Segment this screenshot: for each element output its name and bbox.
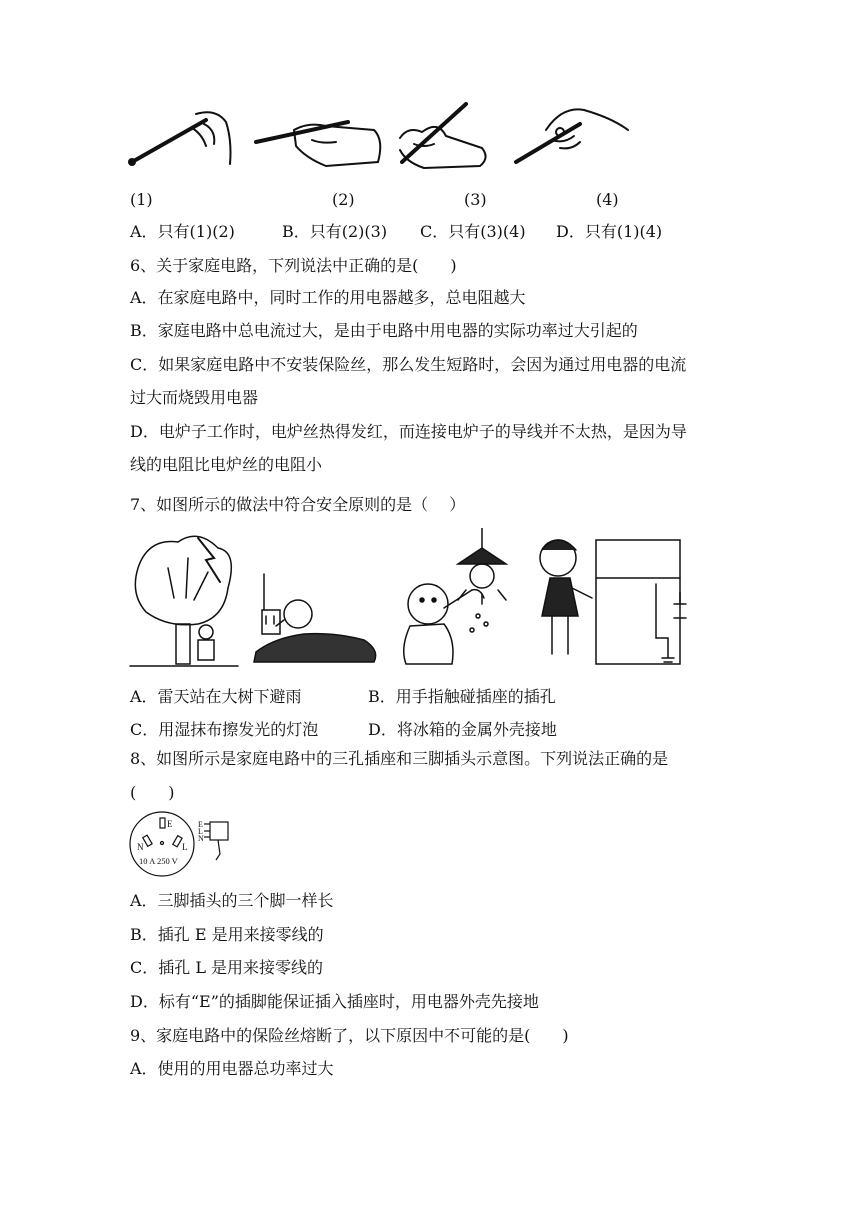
safety-figure <box>128 528 688 670</box>
q7-option-c: C．用湿抹布擦发光的灯泡 <box>130 720 319 739</box>
figure-label-3: (3) <box>464 190 487 209</box>
socket-label-n: N <box>137 842 144 852</box>
figure-label-1: (1) <box>130 190 153 209</box>
q8-stem-line1: 8、如图所示是家庭电路中的三孔插座和三脚插头示意图。下列说法正确的是 <box>130 749 669 768</box>
hand-pen-icon-1 <box>129 112 231 165</box>
figure-label-2: (2) <box>332 190 355 209</box>
socket-plug-figure <box>128 810 238 878</box>
q5-option-d: D．只有(1)(4) <box>556 222 663 241</box>
q7-option-a: A．雷天站在大树下避雨 <box>130 687 302 706</box>
hand-pen-icon-3 <box>400 104 486 168</box>
q8-stem-line2: ( ) <box>130 783 175 802</box>
plug-label-n: N <box>198 834 204 843</box>
q5-option-c: C．只有(3)(4) <box>420 222 526 241</box>
hand-pen-icon-2 <box>256 122 380 166</box>
child-socket-icon <box>254 574 376 662</box>
fridge-ground-icon <box>540 540 686 664</box>
q6-stem: 6、关于家庭电路，下列说法中正确的是( ) <box>130 256 457 275</box>
q8-option-c: C．插孔 L 是用来接零线的 <box>130 958 324 977</box>
q7-option-b: B．用手指触碰插座的插孔 <box>368 687 556 706</box>
q8-option-d: D．标有“E”的插脚能保证插入插座时，用电器外壳先接地 <box>130 992 539 1011</box>
q7-stem: 7、如图所示的做法中符合安全原则的是（ ） <box>130 495 466 514</box>
test-pen-figure <box>126 100 636 182</box>
plug-label-e: E <box>198 820 203 829</box>
q8-option-a: A．三脚插头的三个脚一样长 <box>130 891 334 910</box>
q7-option-d: D．将冰箱的金属外壳接地 <box>368 720 557 739</box>
q6-option-c-line2: 过大而烧毁用电器 <box>130 388 259 407</box>
q6-option-b: B．家庭电路中总电流过大，是由于电路中用电器的实际功率过大引起的 <box>130 321 638 340</box>
plug-icon <box>204 822 228 860</box>
q9-stem: 9、家庭电路中的保险丝熔断了，以下原因中不可能的是( ) <box>130 1026 569 1045</box>
q6-option-c-line1: C．如果家庭电路中不安装保险丝，那么发生短路时，会因为通过用电器的电流 <box>130 355 687 374</box>
socket-label-e: E <box>167 819 173 829</box>
q5-option-b: B．只有(2)(3) <box>282 222 388 241</box>
q8-option-b: B．插孔 E 是用来接零线的 <box>130 925 324 944</box>
q6-option-d-line1: D．电炉子工作时，电炉丝热得发红，而连接电炉子的导线并不太热，是因为导 <box>130 422 687 441</box>
q5-option-a: A．只有(1)(2) <box>130 222 235 241</box>
socket-rating: 10 A 250 V <box>139 856 178 866</box>
lamp-wipe-icon <box>404 528 506 664</box>
socket-label-l: L <box>182 842 188 852</box>
q9-option-a: A．使用的用电器总功率过大 <box>130 1059 334 1078</box>
tree-lightning-icon <box>130 536 238 666</box>
hand-pen-icon-4 <box>516 109 628 162</box>
plug-label-l: L <box>198 827 203 836</box>
q6-option-d-line2: 线的电阻比电炉丝的电阻小 <box>130 455 323 474</box>
q6-option-a: A．在家庭电路中，同时工作的用电器越多，总电阻越大 <box>130 288 526 307</box>
figure-label-4: (4) <box>596 190 619 209</box>
